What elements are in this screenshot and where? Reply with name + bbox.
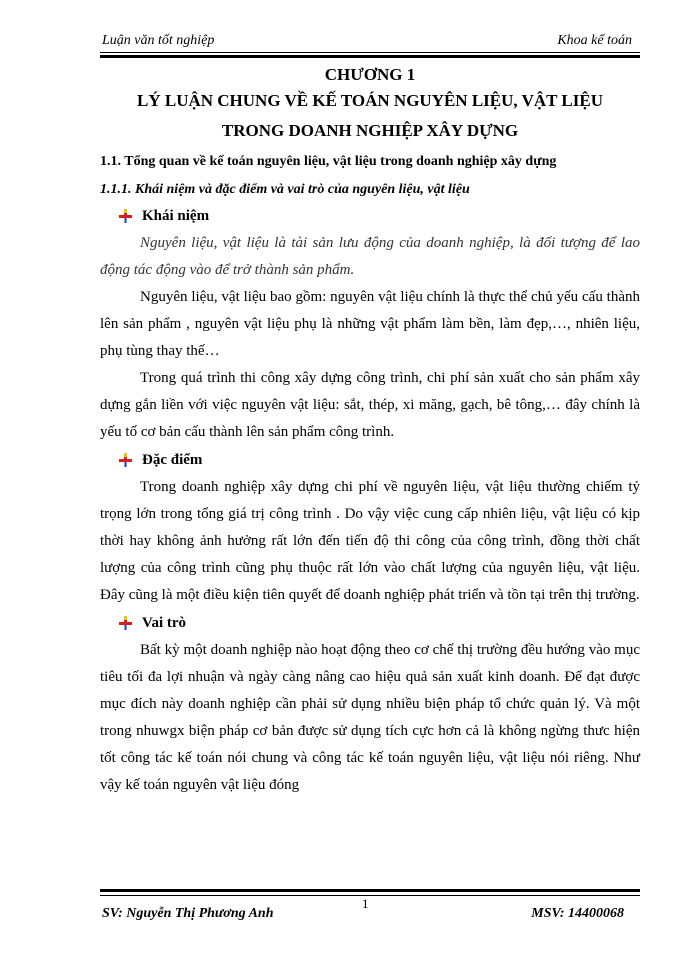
footer-rule-thick xyxy=(100,889,640,892)
pushpin-bullet-icon xyxy=(118,615,134,631)
footer-student-name: SV: Nguyễn Thị Phương Anh xyxy=(102,906,274,921)
pushpin-bullet-icon xyxy=(118,452,134,468)
page-footer xyxy=(100,896,640,921)
footer-rule-thin xyxy=(100,895,640,896)
page-content xyxy=(100,64,640,799)
chapter-title-line-1: LÝ LUẬN CHUNG VỀ KẾ TOÁN NGUYÊN LIỆU, VẬT LIỆU xyxy=(136,91,604,110)
khai-niem-paragraph-1: Nguyên liệu, vật liệu là tài sản lưu động của doanh nghiệp, là đối tượng để lao động tác động vào để trở thành sản phẩm. xyxy=(100,235,640,278)
vai-tro-paragraph-1: Bất kỳ một doanh nghiệp nào hoạt động theo cơ chế thị trường đều hướng vào mục tiêu tối đa lợi nhuận và ngày càng nâng cao hiệu quả sản xuất kinh doanh. Để đạt được mục đích này doanh nghiệp cần phải sử dụng nhiều biện pháp tổ chức quản lý. Và một trong nhuwgx biện pháp cơ bản được sử dụng tích cực hơn cả là không ngừng thưc hiện tốt công tác kế toán nói chung và công tác kế toán nguyên liệu, vật liệu nói riêng. Như vậy kế toán nguyên vật liệu đóng xyxy=(100,642,640,793)
header-rule-thin xyxy=(100,52,640,53)
dac-diem-paragraph-1: Trong doanh nghiệp xây dựng chi phí về nguyên liệu, vật liệu thường chiếm tỷ trọng lớn trong tổng giá trị công trình . Do vậy việc cung cấp nhiên liệu, vật liệu có kịp thời hay không ảnh hưởng rất lớn đến tiến độ thi công của công trình, đồng thời chất lượng của công trình cũng phụ thuộc rất lớn vào chất lượng của nguyên liệu, vật liệu. Đây cũng là một điều kiện tiên quyết để doanh nghiệp phát triển và tồn tại trên thị trường. xyxy=(100,479,640,603)
khai-niem-heading xyxy=(100,202,640,230)
footer-student-id: MSV: 14400068 xyxy=(531,906,624,921)
khai-niem-paragraph-2: Nguyên liệu, vật liệu bao gồm: nguyên vật liệu chính là thực thể chủ yếu cấu thành lên sản phẩm , nguyên vật liệu phụ là những vật phẩm làm bền, làm đẹp,…, nhiên liệu, phụ tùng thay thế… xyxy=(100,289,640,359)
dac-diem-heading xyxy=(100,446,640,474)
header-right-text: Khoa kế toán xyxy=(557,33,632,48)
page-number: 1 xyxy=(362,896,369,911)
section-heading: 1.1. Tổng quan về kế toán nguyên liệu, vật liệu trong doanh nghiệp xây dựng xyxy=(100,154,557,169)
chapter-label: CHƯƠNG 1 xyxy=(324,65,416,84)
subsection-heading: 1.1.1. Khái niệm và đặc điểm và vai trò của nguyên liệu, vật liệu xyxy=(100,182,470,197)
vai-tro-heading xyxy=(100,609,640,637)
khai-niem-title: Khái niệm xyxy=(142,208,210,224)
header-left-text: Luận văn tốt nghiệp xyxy=(102,33,215,48)
vai-tro-title: Vai trò xyxy=(142,615,187,631)
dac-diem-title: Đặc điểm xyxy=(142,452,203,468)
khai-niem-paragraph-3: Trong quá trình thi công xây dựng công trình, chi phí sản xuất cho sản phẩm xây dựng gắn liền với việc nguyên vật liệu: sắt, thép, xi măng, gạch, bê tông,… đây chính là yếu tố cơ bản cấu thành lên sản phẩm công trình. xyxy=(100,370,640,440)
page-header xyxy=(100,33,640,51)
header-rule-thick xyxy=(100,55,640,58)
pushpin-bullet-icon xyxy=(118,208,134,224)
chapter-title-line-2: TRONG DOANH NGHIỆP XÂY DỰNG xyxy=(221,121,519,140)
